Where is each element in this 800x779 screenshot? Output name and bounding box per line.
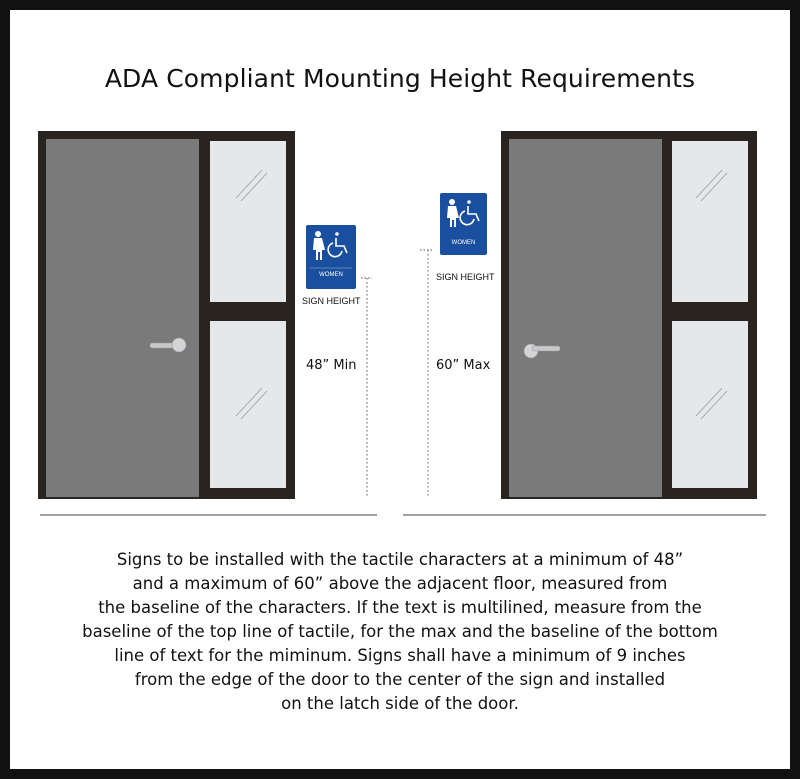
left-sign-label: WOMEN (319, 272, 343, 278)
right-sign-height-label: SIGN HEIGHT (436, 272, 495, 282)
left-sign (306, 225, 356, 289)
right-lower-glass (672, 321, 748, 488)
description-line: Signs to be installed with the tactile characters at a minimum of 48” (116, 550, 684, 569)
right-dimension-label: 60” Max (436, 358, 491, 373)
left-lower-glass (210, 321, 286, 488)
description-text (40, 548, 760, 716)
left-dimension-label: 48” Min (306, 358, 357, 373)
description-line: line of text for the miminum. Signs shall have a minimum of 9 inches (114, 646, 686, 665)
description-line: baseline of the top line of tactile, for the max and the baseline of the bottom (82, 622, 718, 641)
description-line: on the latch side of the door. (281, 694, 519, 713)
left-door-leaf (46, 139, 199, 497)
description-line: the baseline of the characters. If the text is multilined, measure from the (98, 598, 702, 617)
right-door-leaf (509, 139, 662, 497)
page-title: ADA Compliant Mounting Height Requirements (104, 64, 696, 93)
description-line: from the edge of the door to the center of the sign and installed (134, 670, 666, 689)
left-sign-height-label: SIGN HEIGHT (302, 296, 361, 306)
right-upper-glass (672, 141, 748, 302)
description-line: and a maximum of 60” above the adjacent floor, measured from (132, 574, 668, 593)
left-upper-glass (210, 141, 286, 302)
right-sign-label: WOMEN (451, 240, 476, 246)
